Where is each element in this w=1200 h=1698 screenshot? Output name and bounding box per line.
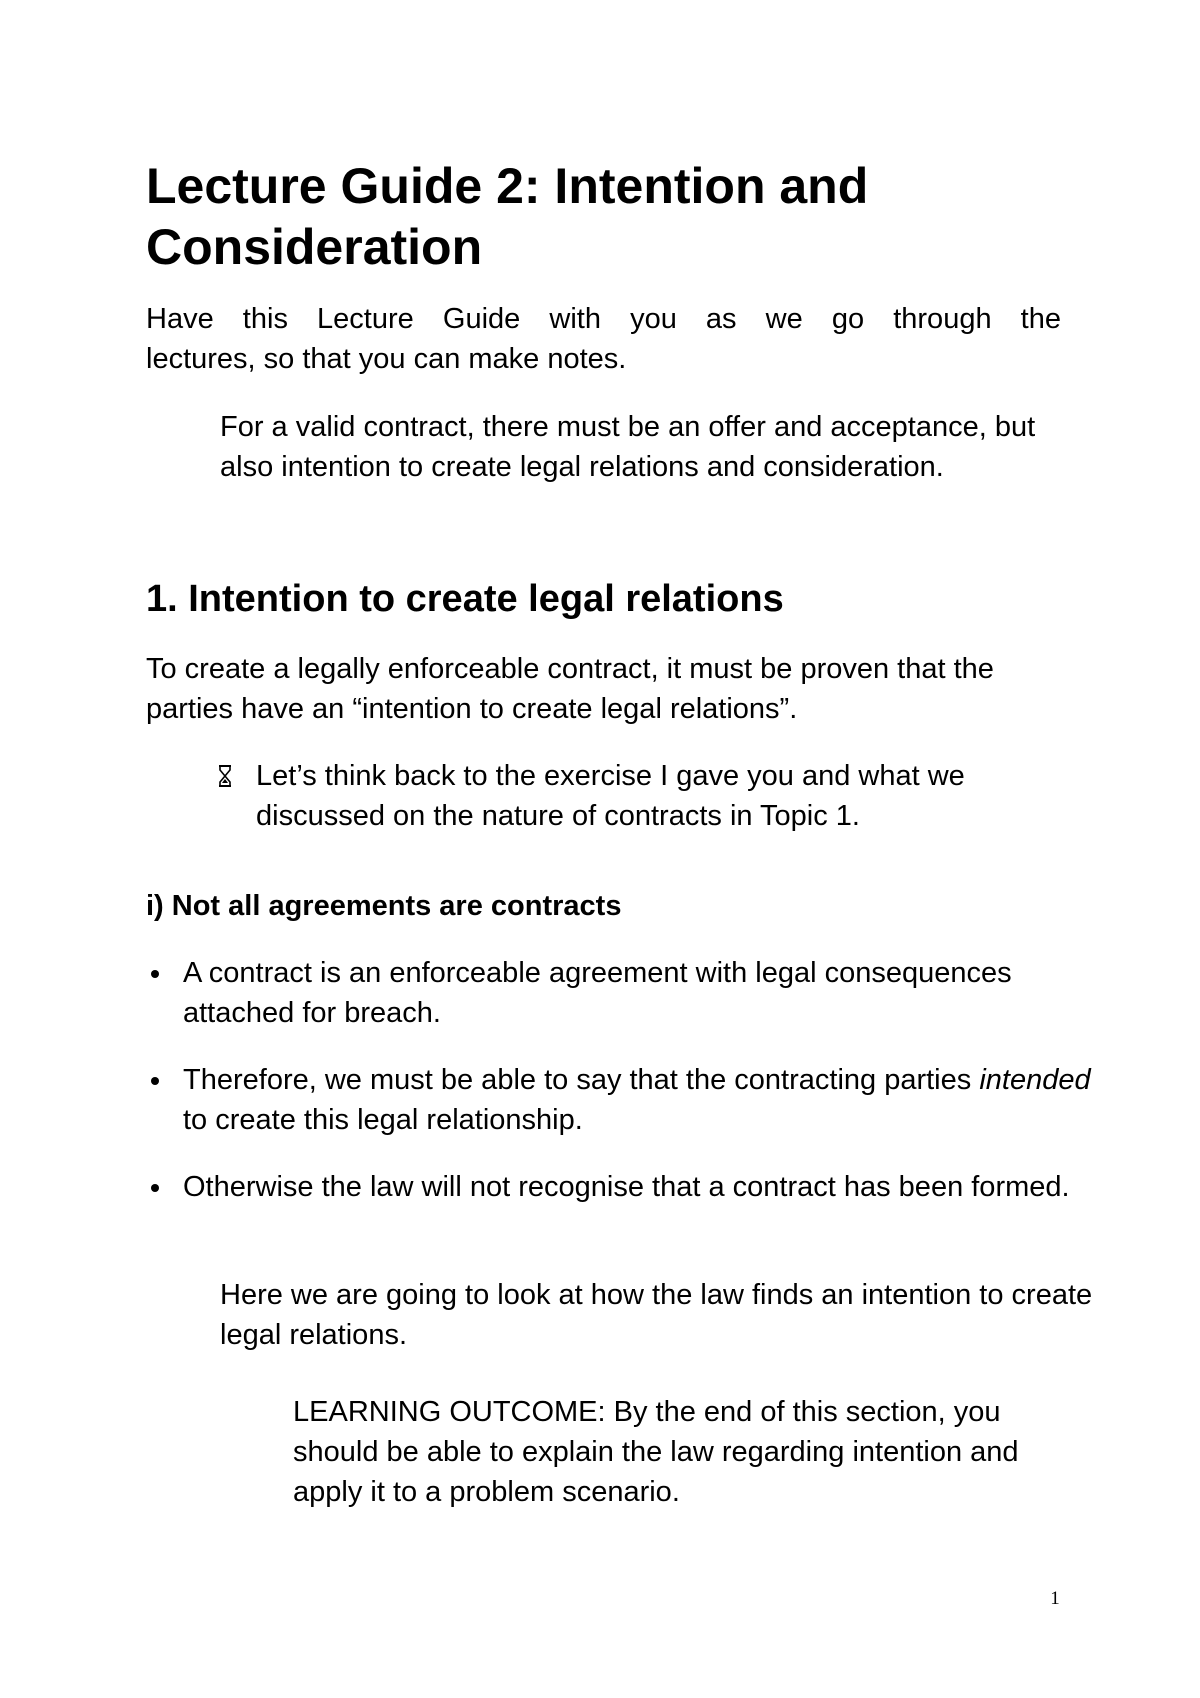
bullet-icon bbox=[151, 1184, 159, 1192]
bullet-text-before: Therefore, we must be able to say that the contracting parties bbox=[183, 1064, 972, 1096]
subsection-i-heading: i) Not all agreements are contracts bbox=[146, 890, 622, 922]
emphasis-intended: intended bbox=[979, 1064, 1091, 1096]
list-item bbox=[146, 953, 1096, 1033]
here-note: Here we are going to look at how the law finds an intention to create legal relations. bbox=[220, 1279, 1093, 1351]
list-item bbox=[146, 1167, 1096, 1207]
learning-outcome: LEARNING OUTCOME: By the end of this section, you should be able to explain the law regarding intention and apply it to a problem scenario. bbox=[293, 1396, 1019, 1508]
section-1-paragraph: To create a legally enforceable contract, it must be proven that the parties have an “intention to create legal relations”. bbox=[146, 653, 994, 725]
list-item bbox=[146, 1060, 1096, 1140]
intro-paragraph bbox=[146, 299, 1061, 379]
hourglass-icon bbox=[216, 764, 234, 788]
bullet-text: A contract is an enforceable agreement with legal consequences attached for breach. bbox=[183, 957, 1012, 1029]
bullet-text: Otherwise the law will not recognise that a contract has been formed. bbox=[183, 1171, 1070, 1203]
section-1-heading: 1. Intention to create legal relations bbox=[146, 578, 784, 620]
document-title: Lecture Guide 2: Intention and Consideration bbox=[146, 158, 869, 275]
bullet-text bbox=[183, 1060, 1096, 1140]
intro-line-1: Have this Lecture Guide with you as we go through the bbox=[146, 303, 1061, 335]
bullet-icon bbox=[151, 1077, 159, 1085]
think-back-text: Let’s think back to the exercise I gave you and what we discussed on the nature of contracts in Topic 1. bbox=[256, 760, 965, 832]
bullet-text-after: to create this legal relationship. bbox=[183, 1104, 583, 1136]
intro-line-2: lectures, so that you can make notes. bbox=[146, 343, 627, 375]
valid-contract-note: For a valid contract, there must be an offer and acceptance, but also intention to create legal relations and consideration. bbox=[220, 411, 1036, 483]
think-back-note bbox=[216, 756, 1096, 836]
bullet-icon bbox=[151, 970, 159, 978]
page-number: 1 bbox=[1050, 1588, 1060, 1609]
